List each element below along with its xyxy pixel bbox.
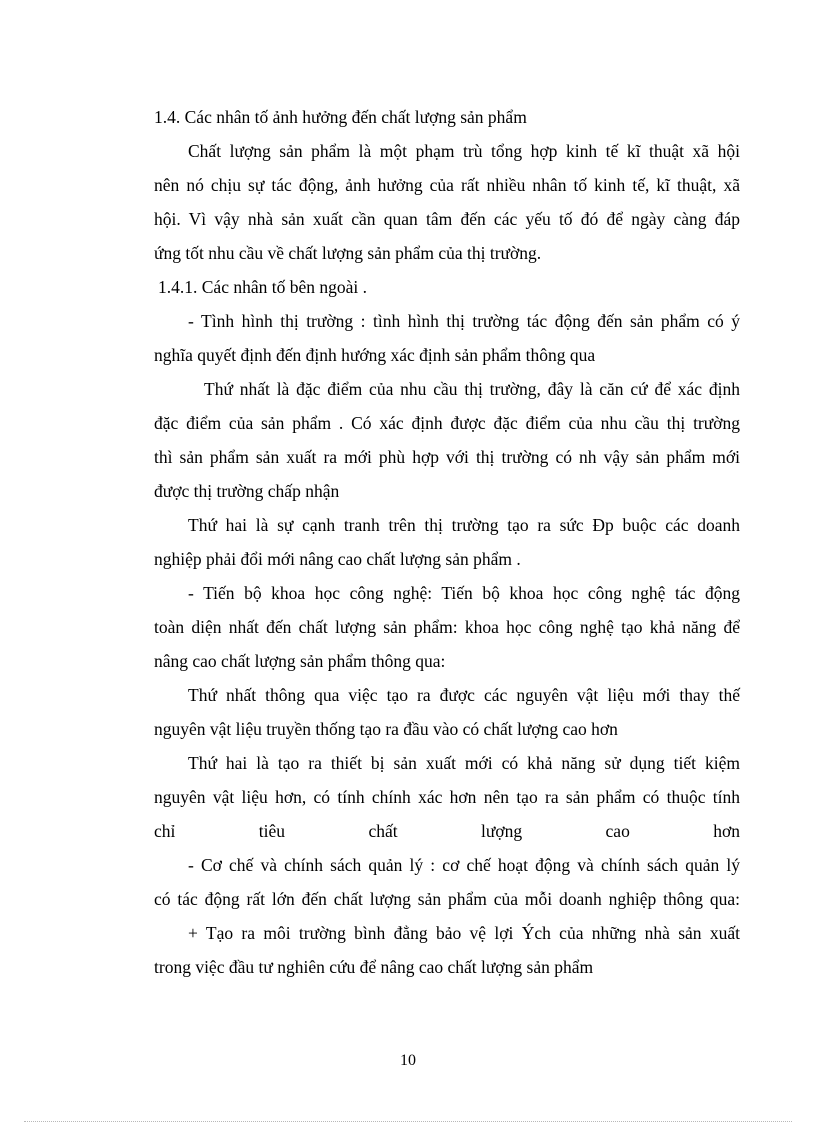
section-heading: 1.4. Các nhân tố ảnh hưởng đến chất lượng sản phẩm (154, 107, 527, 127)
text-word: lượng (481, 821, 523, 841)
text-line: nghiệp phải đổi mới nâng cao chất lượng sản phẩm . (154, 549, 521, 569)
text-word: tiêu (258, 821, 286, 841)
page-bottom-rule (24, 1121, 792, 1122)
paragraph-lines (154, 134, 740, 984)
text-line: hội. Vì vậy nhà sản xuất cần quan tâm đến các yếu tố đó để ngày càng đáp (154, 209, 740, 229)
text-line: được thị trường chấp nhận (154, 481, 340, 501)
text-line: - Tình hình thị trường : tình hình thị trường tác động đến sản phẩm có ý (188, 311, 740, 331)
page-number: 10 (400, 1052, 416, 1069)
text-line: đặc điểm của sản phẩm . Có xác định được đặc điểm của nhu cầu thị trường (154, 413, 740, 433)
text-line: - Cơ chế và chính sách quản lý : cơ chế hoạt động và chính sách quản lý (188, 855, 740, 875)
text-word: chất (368, 821, 398, 841)
text-line: nguyên vật liệu hơn, có tính chính xác hơn nên tạo ra sản phẩm có thuộc tính (154, 787, 740, 807)
text-line: toàn diện nhất đến chất lượng sản phẩm: khoa học công nghệ tạo khả năng để (154, 617, 740, 637)
text-word: hơn (713, 821, 740, 841)
text-line: - Tiến bộ khoa học công nghệ: Tiến bộ khoa học công nghệ tác động (188, 583, 740, 603)
text-line: Thứ hai là sự cạnh tranh trên thị trường tạo ra sức Đp buộc các doanh (188, 515, 740, 535)
text-line: + Tạo ra môi trường bình đẳng bảo vệ lợi Ých của những nhà sản xuất (188, 923, 740, 943)
text-line: trong việc đầu tư nghiên cứu để nâng cao chất lượng sản phẩm (154, 957, 594, 977)
text-line: Thứ hai là tạo ra thiết bị sản xuất mới có khả năng sử dụng tiết kiệm (188, 753, 740, 773)
text-line: thì sản phẩm sản xuất ra mới phù hợp với thị trường có nh vậy sản phẩm mới (154, 447, 740, 467)
text-word: cao (605, 821, 630, 841)
text-word: chỉ (154, 821, 176, 841)
text-line: có tác động rất lớn đến chất lượng sản phẩm của mỗi doanh nghiệp thông qua: (154, 889, 740, 909)
text-line: nên nó chịu sự tác động, ảnh hưởng của rất nhiều nhân tố kinh tế, kĩ thuật, xã (154, 175, 740, 195)
text-line: 1.4.1. Các nhân tố bên ngoài . (158, 277, 367, 297)
text-line: Thứ nhất là đặc điểm của nhu cầu thị trường, đây là căn cứ để xác định (204, 379, 740, 399)
text-line (154, 814, 740, 848)
body-text (154, 100, 740, 984)
text-line: Chất lượng sản phẩm là một phạm trù tổng hợp kinh tế kĩ thuật xã hội (188, 141, 740, 161)
text-line: nâng cao chất lượng sản phẩm thông qua: (154, 651, 446, 671)
text-line: nguyên vật liệu truyền thống tạo ra đầu vào có chất lượng cao hơn (154, 719, 618, 739)
text-line: ứng tốt nhu cầu về chất lượng sản phẩm của thị trường. (154, 243, 542, 263)
text-line: nghĩa quyết định đến định hướng xác định sản phẩm thông qua (154, 345, 596, 365)
text-line: Thứ nhất thông qua việc tạo ra được các nguyên vật liệu mới thay thế (188, 685, 740, 705)
